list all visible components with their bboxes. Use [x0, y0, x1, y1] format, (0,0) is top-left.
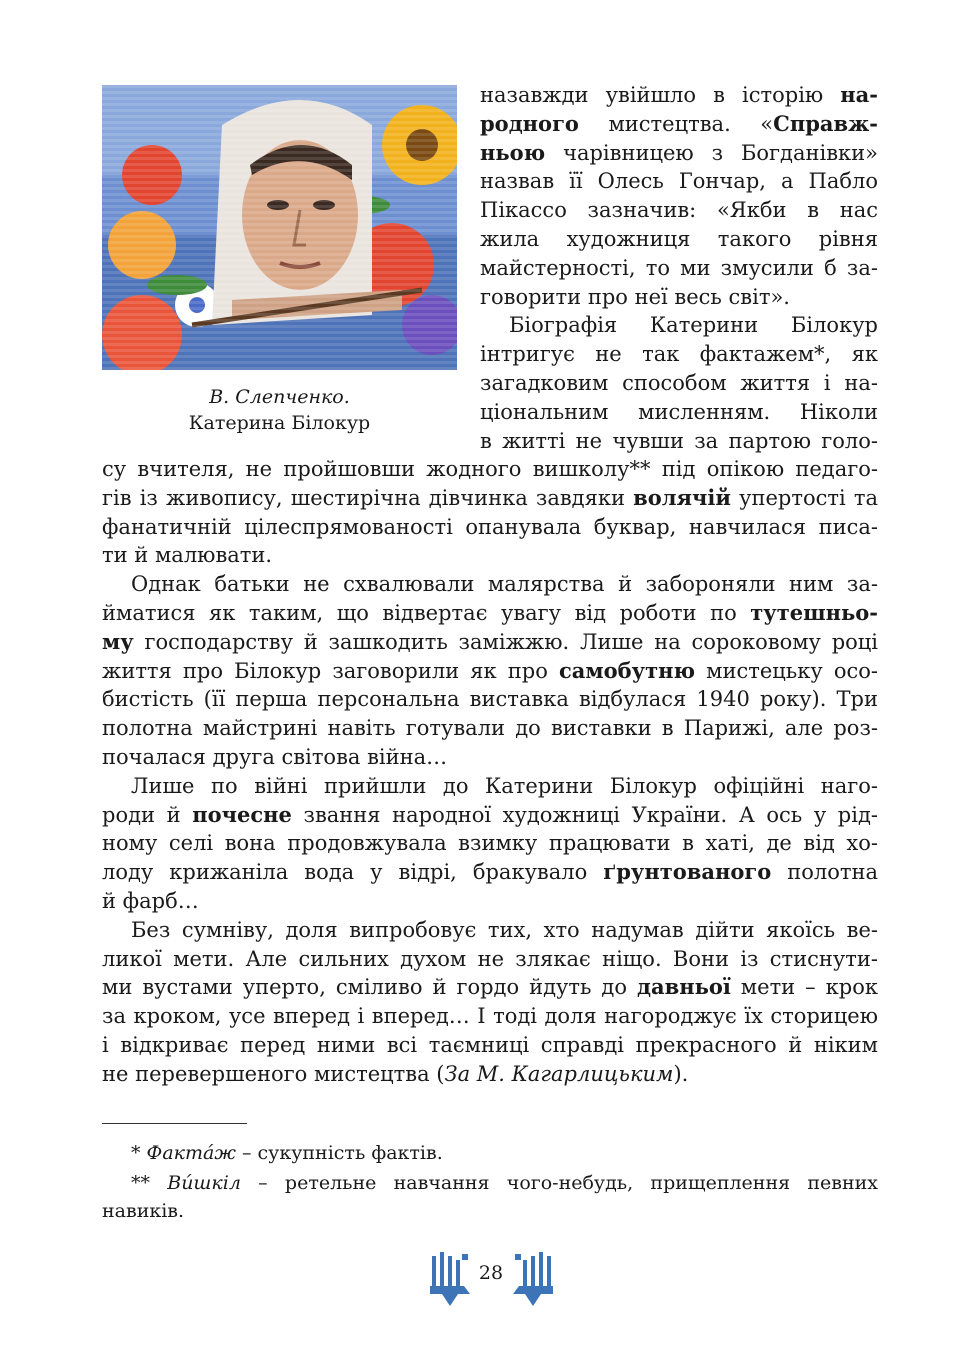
text-line: Пікассо зазначив: «Якби в нас [480, 198, 878, 223]
text-line: ми вустами уперто, сміливо й гордо йдуть до давньої мети – крок [102, 974, 878, 1000]
text-line: Однак батьки не схвалювали малярства й забороняли ним за- [131, 572, 878, 597]
ornament-left-icon [428, 1250, 472, 1308]
text-line: полотна майстрині навіть готували до виставки в Парижі, але роз- [102, 716, 878, 741]
text-line: Лише по війні прийшли до Катерини Білокур офіційні наго- [131, 773, 878, 798]
text-line: ціональним мисленням. Ніколи [480, 399, 878, 424]
text-line: загадковим способом життя і на- [480, 370, 878, 395]
text-line: ному селі вона продовжувала взимку працювати в хаті, де від хо- [102, 831, 878, 856]
text-line: бистість (її перша персональна виставка відбулася 1940 року). Три [102, 687, 878, 712]
text-line: ти й малювати. [102, 543, 273, 568]
ornament-right-icon [511, 1250, 555, 1308]
caption-author: В. Слепченко. [209, 386, 350, 408]
text-line: життя про Білокур заговорили як про самобутню мистецьку осо- [102, 657, 878, 683]
text-line: інтригує не так фактажем*, як [480, 342, 878, 367]
text-line: не перевершеного мистецтва (За М. Кагарлицьким). [102, 1061, 689, 1086]
text-line: роди й почесне звання народної художниці України. А ось у рід- [102, 801, 878, 827]
text-line: Без сумніву, доля випробовує тих, хто надумав дійти якоїсь ве- [131, 917, 878, 942]
footnote-divider [102, 1123, 247, 1124]
text-line: жила художниця такого рівня [480, 226, 878, 251]
text-line: му господарству й зашкодить заміжжю. Лише на сороковому році [102, 628, 878, 654]
footnote-line: ** Ви́шкіл – ретельне навчання чого-небудь, прищеплення певних [131, 1172, 878, 1194]
side-text [480, 81, 878, 455]
main-text [102, 455, 878, 1089]
text-line: говорити про неї весь світ». [480, 284, 790, 309]
text-line: майстерності, то ми змусили б за- [480, 255, 878, 280]
footnote-2 [102, 1169, 878, 1225]
footnote-line: навиків. [102, 1200, 185, 1222]
text-line: ликої мети. Але сильних духом не злякає ніщо. Вони із стиснути- [102, 946, 878, 971]
text-line: лоду крижаніла вода у відрі, бракувало ґрунтованого полотна [102, 859, 878, 885]
text-line: Біографія Катерини Білокур [509, 313, 878, 338]
portrait-painting [102, 85, 457, 370]
text-line: й фарб… [102, 888, 199, 913]
text-line: йматися як таким, що відвертає увагу від роботи по тутешньо- [102, 599, 878, 625]
text-line: гів із живопису, шестирічна дівчинка завдяки волячій упертості та [102, 484, 878, 510]
text-line: ньою чарівницею з Богданівки» [480, 139, 878, 165]
text-line: за кроком, усе вперед і вперед… І тоді доля нагороджує їх сторицею [102, 1004, 878, 1029]
figure-caption [102, 384, 457, 436]
text-line: почалася друга світова війна… [102, 744, 448, 769]
caption-title: Катерина Білокур [188, 412, 371, 434]
text-line: назавжди увійшло в історію на- [480, 82, 878, 107]
text-line: су вчителя, не пройшовши жодного вишколу** під опікою педаго- [102, 457, 878, 481]
page-number: 28 [478, 1262, 504, 1284]
footnote-1: * Факта́ж – сукупність фактів. [131, 1142, 443, 1164]
text-line: назвав її Олесь Гончар, а Пабло [480, 169, 878, 194]
text-line: і відкриває перед ними всі таємниці справді прекрасного й ніким [102, 1032, 878, 1057]
text-line: в житті не чувши за партою голо- [480, 428, 878, 453]
text-line: родного мистецтва. «Справж- [480, 110, 878, 136]
text-line: фанатичній цілеспрямованості опанувала буквар, навчилася писа- [102, 514, 878, 539]
painting-image [102, 85, 457, 370]
